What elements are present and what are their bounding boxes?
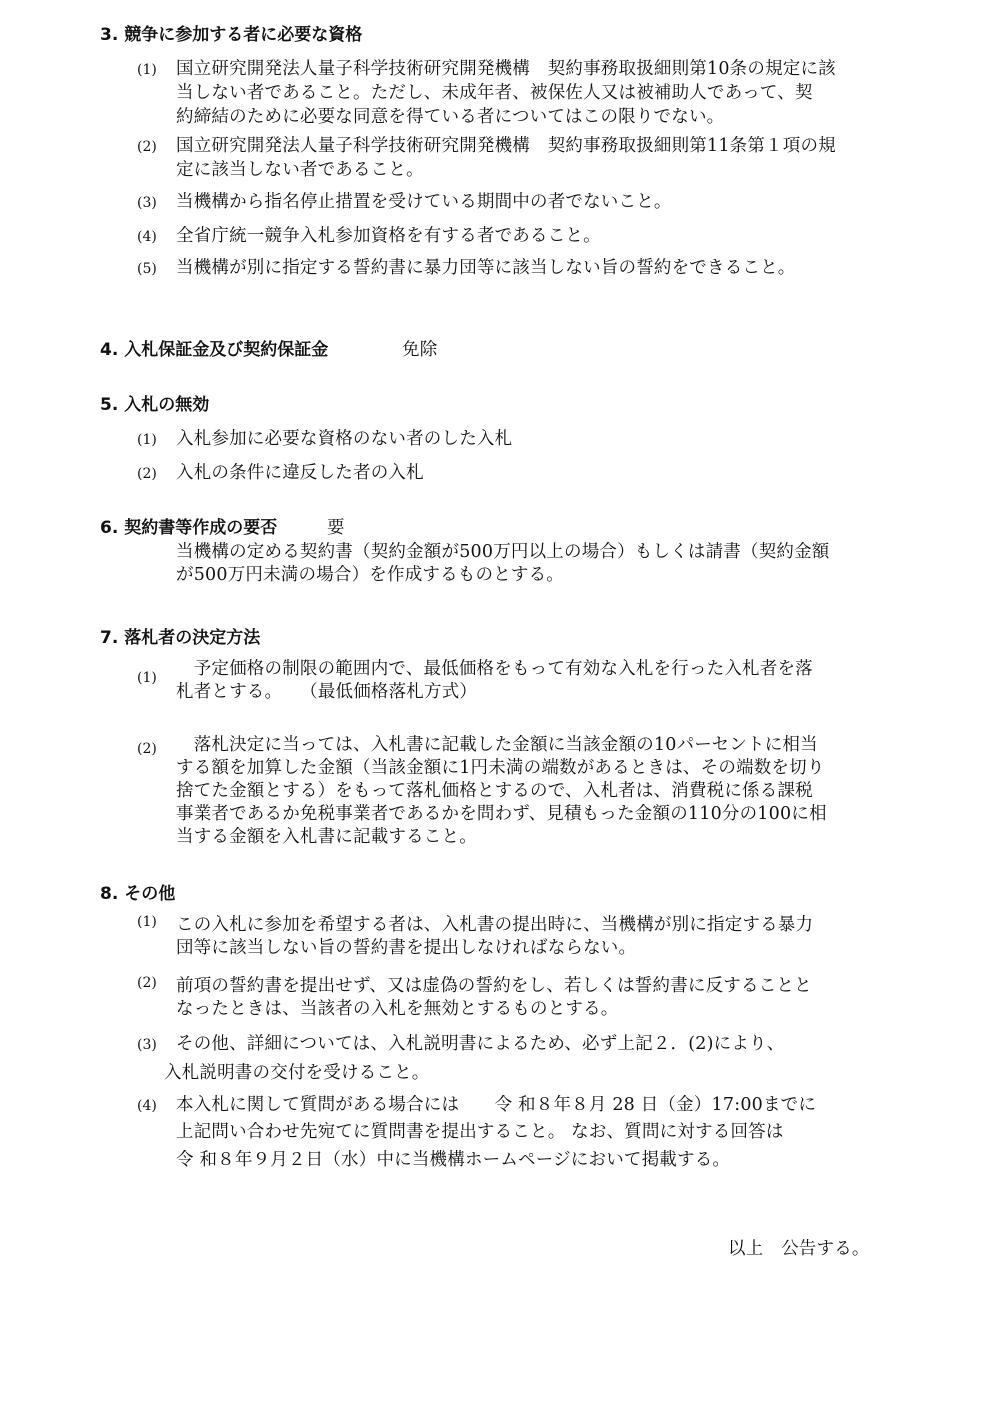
item-text: 本入札に関して質問がある場合には 令 和８年８月 28 日（金）17:00までに (176, 1095, 817, 1115)
item-number: (3) (137, 1037, 157, 1053)
item-text: 入札説明書の交付を受けること。 (164, 1063, 430, 1083)
item-text: 国立研究開発法人量子科学技術研究開発機構 契約事務取扱細則第10条の規定に該 (176, 59, 836, 79)
item-text: 予定価格の制限の範囲内で、最低価格をもって有効な入札を行った入札者を落 (176, 659, 813, 679)
item-text: 令 和８年９月２日（水）中に当機構ホームページにおいて掲載する。 (176, 1150, 731, 1170)
item-text: 前項の誓約書を提出せず、又は虚偽の誓約をし、若しくは誓約書に反することと (176, 976, 812, 996)
item-text: 全省庁統一競争入札参加資格を有する者であること。 (176, 226, 601, 246)
item-text: する額を加算した金額（当該金額に1円未満の端数があるときは、その端数を切り (176, 758, 825, 778)
item-number: (1) (137, 670, 157, 686)
item-number: (1) (137, 432, 157, 448)
item-text: 当機構から指名停止措置を受けている期間中の者でないこと。 (176, 192, 672, 212)
item-text: 札者とする。 （最低価格落札方式） (176, 682, 478, 702)
section-7-heading: 7. 落札者の決定方法 (100, 628, 261, 648)
section-5-heading: 5. 入札の無効 (100, 395, 210, 415)
item-text: 落札決定に当っては、入札書に記載した金額に当該金額の10パーセントに相当 (176, 735, 818, 755)
item-number: (2) (137, 139, 157, 155)
item-number: (1) (137, 62, 157, 78)
item-number: (4) (137, 229, 157, 245)
item-text: 入札参加に必要な資格のない者のした入札 (176, 429, 513, 449)
item-number: (1) (137, 914, 157, 930)
paragraph-text: が500万円未満の場合）を作成するものとする。 (176, 565, 565, 585)
item-text: 当しない者であること。ただし、未成年者、被保佐人又は被補助人であって、契 (176, 83, 813, 103)
section-4-heading: 4. 入札保証金及び契約保証金 (100, 340, 329, 360)
item-number: (2) (137, 466, 157, 482)
item-text: 入札の条件に違反した者の入札 (176, 463, 424, 483)
section-3-heading: 3. 競争に参加する者に必要な資格 (100, 25, 363, 45)
item-number: (2) (137, 975, 157, 991)
paragraph-text: 当機構の定める契約書（契約金額が500万円以上の場合）もしくは請書（契約金額 (176, 542, 830, 562)
item-text: 上記問い合わせ先宛てに質問書を提出すること。 なお、質問に対する回答は (176, 1122, 784, 1142)
item-text: 約締結のために必要な同意を得ている者についてはこの限りでない。 (176, 107, 725, 127)
section-6-heading: 6. 契約書等作成の要否 (100, 518, 278, 538)
item-text: 定に該当しない者であること。 (176, 160, 424, 180)
item-text: 当する金額を入札書に記載すること。 (176, 827, 477, 847)
item-text: 捨てた金額とする）をもって落札価格とするので、入札者は、消費税に係る課税 (176, 781, 813, 801)
item-text: 団等に該当しない旨の誓約書を提出しなければならない。 (176, 938, 637, 958)
item-text: 国立研究開発法人量子科学技術研究開発機構 契約事務取扱細則第11条第１項の規 (176, 136, 836, 156)
item-number: (4) (137, 1098, 157, 1114)
section-8-heading: 8. その他 (100, 884, 176, 904)
item-text: 当機構が別に指定する誓約書に暴力団等に該当しない旨の誓約をできること。 (176, 258, 796, 278)
item-text: なったときは、当該者の入札を無効とするものとする。 (176, 999, 619, 1019)
section-6-value: 要 (327, 518, 345, 538)
item-text: 事業者であるか免税事業者であるかを問わず、見積もった金額の110分の100に相 (176, 804, 827, 824)
item-number: (2) (137, 741, 157, 757)
item-number: (5) (137, 261, 157, 277)
item-text: その他、詳細については、入札説明書によるため、必ず上記２．(2)により、 (176, 1034, 785, 1054)
item-text: この入札に参加を希望する者は、入札書の提出時に、当機構が別に指定する暴力 (176, 915, 814, 935)
item-number: (3) (137, 195, 157, 211)
section-4-value: 免除 (402, 340, 438, 360)
closing-text: 以上 公告する。 (728, 1239, 870, 1259)
